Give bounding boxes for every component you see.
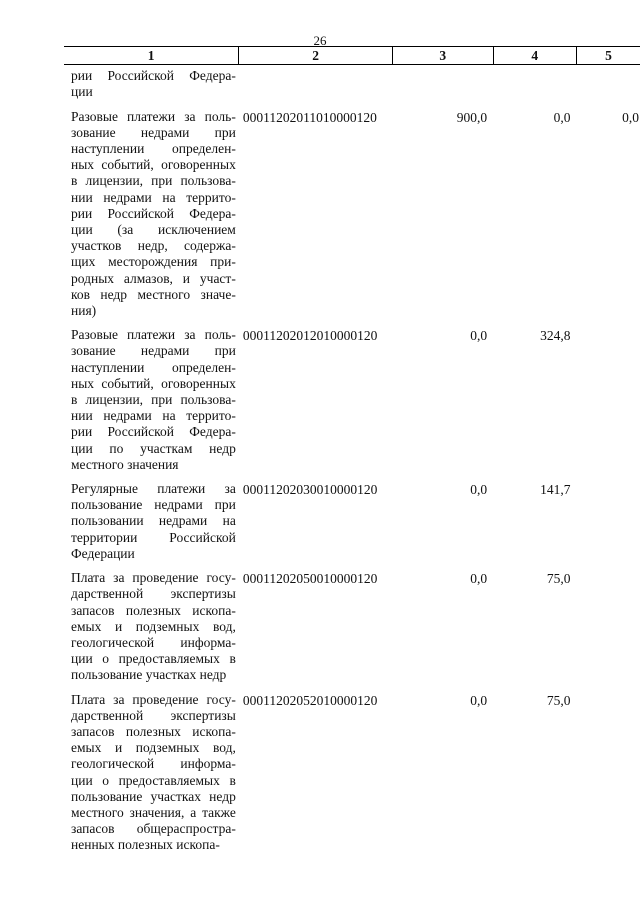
description-line: геологической информа-: [71, 756, 236, 772]
description-line: запасов общераспростра-: [71, 821, 236, 837]
description-line: Регулярные платежи за: [71, 481, 236, 497]
description-line: в лицензии, при пользова-: [71, 173, 236, 189]
description-line: ненных полезных ископа-: [71, 837, 220, 853]
header-col-4: 4: [493, 47, 576, 65]
value-col-5: 0,0: [622, 109, 639, 125]
description-line: ции: [71, 84, 93, 100]
description-line: пользование недрами при: [71, 497, 236, 513]
budget-code: 00011202011010000120: [242, 109, 377, 125]
description-line: пользовании недрами на: [71, 513, 236, 529]
value-col-4: 141,7: [540, 482, 571, 498]
budget-code: 00011202012010000120: [242, 328, 378, 344]
description-line: рии Российской Федера-: [71, 68, 236, 84]
description-line: емых и подземных вод,: [71, 618, 236, 634]
description-line: ных событий, оговоренных: [71, 157, 236, 173]
description-line: в лицензии, при пользова-: [71, 392, 236, 408]
value-col-3: 0,0: [470, 571, 488, 587]
description-line: пользование участках недр: [71, 667, 227, 683]
description-line: ции (за исключением: [71, 222, 236, 238]
table-row: [64, 107, 640, 326]
value-col-4: 75,0: [546, 692, 571, 708]
description-line: Плата за проведение госу-: [71, 691, 236, 707]
table-row: [64, 65, 640, 107]
description-line: Федерации: [71, 545, 135, 561]
value-col-3: [392, 65, 493, 107]
description-line: ков недр местного значе-: [71, 286, 236, 302]
budget-code: 00011202030010000120: [242, 482, 378, 498]
row-description: [64, 568, 239, 689]
description-line: ния): [71, 303, 97, 319]
description-line: участков недр, содержа-: [71, 238, 236, 254]
description-line: зование недрами при: [71, 124, 236, 140]
value-col-4: 75,0: [546, 571, 571, 587]
description-line: ции о предоставляемых в: [71, 772, 236, 788]
value-col-3: 900,0: [456, 109, 488, 125]
header-col-5: 5: [577, 47, 640, 65]
description-line: Разовые платежи за поль-: [71, 108, 236, 124]
row-description: [64, 65, 239, 107]
description-line: пользование участках недр: [71, 788, 236, 804]
value-col-5: [577, 325, 640, 479]
value-col-3: 0,0: [470, 328, 488, 344]
description-line: родных алмазов, и участ-: [71, 270, 236, 286]
row-description: [64, 325, 239, 479]
description-line: Разовые платежи за поль-: [71, 327, 236, 343]
page-number: 26: [313, 33, 327, 48]
header-row: [64, 47, 640, 65]
description-line: нии недрами на террито-: [71, 408, 236, 424]
budget-code: 00011202052010000120: [242, 692, 378, 708]
description-line: дарственной экспертизы: [71, 586, 236, 602]
budget-code: [239, 65, 392, 107]
value-col-5: [577, 65, 640, 107]
table-row: [64, 690, 640, 860]
description-line: ных событий, оговоренных: [71, 375, 236, 391]
header-col-2: 2: [239, 47, 392, 65]
budget-table: [64, 46, 640, 860]
description-line: ции о предоставляемых в: [71, 651, 236, 667]
row-description: [64, 690, 239, 860]
table-row: [64, 479, 640, 568]
header-col-3: 3: [392, 47, 493, 65]
description-line: рии Российской Федера-: [71, 424, 236, 440]
description-line: зование недрами при: [71, 343, 236, 359]
row-description: [64, 479, 239, 568]
description-line: наступлении определен-: [71, 359, 236, 375]
value-col-3: 0,0: [470, 482, 488, 498]
description-line: рии Российской Федера-: [71, 205, 236, 221]
value-col-5: [577, 479, 640, 568]
table-row: [64, 568, 640, 689]
value-col-4: 0,0: [553, 109, 571, 125]
description-line: ции по участкам недр: [71, 440, 236, 456]
description-line: геологической информа-: [71, 634, 236, 650]
description-line: емых и подземных вод,: [71, 740, 236, 756]
value-col-4: 324,8: [540, 328, 571, 344]
description-line: запасов полезных ископа-: [71, 602, 236, 618]
description-line: территории Российской: [71, 529, 236, 545]
value-col-5: [577, 568, 640, 689]
header-col-1: 1: [64, 47, 239, 65]
table-row: [64, 325, 640, 479]
description-line: местного значения, а также: [71, 804, 236, 820]
description-line: наступлении определен-: [71, 141, 236, 157]
description-line: дарственной экспертизы: [71, 707, 236, 723]
value-col-4: [493, 65, 576, 107]
row-description: [64, 107, 239, 326]
description-line: Плата за проведение госу-: [71, 570, 236, 586]
description-line: нии недрами на террито-: [71, 189, 236, 205]
budget-code: 00011202050010000120: [242, 571, 378, 587]
description-line: запасов полезных ископа-: [71, 723, 236, 739]
value-col-3: 0,0: [470, 692, 488, 708]
description-line: щих месторождения при-: [71, 254, 236, 270]
value-col-5: [577, 690, 640, 860]
description-line: местного значения: [71, 456, 179, 472]
